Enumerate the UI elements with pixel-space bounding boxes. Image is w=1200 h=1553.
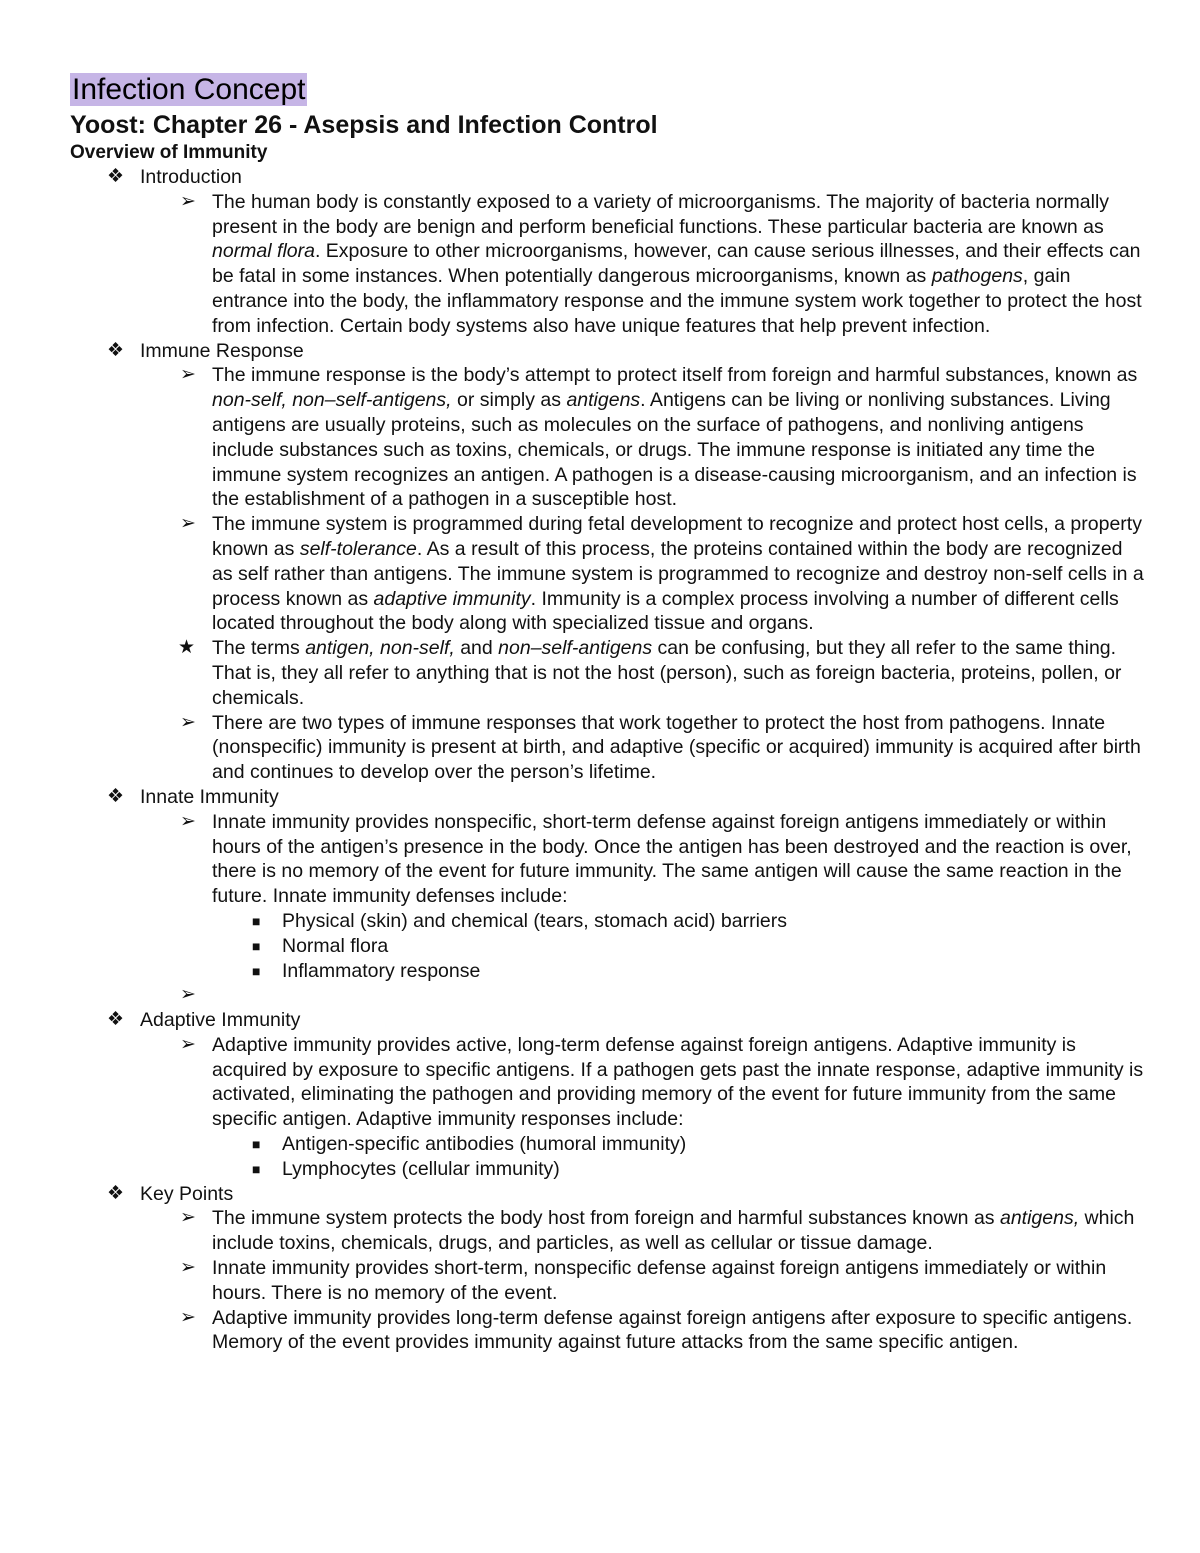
list-item-text: Normal flora — [282, 934, 389, 957]
arrow-bullet-icon: ➢ — [180, 364, 196, 386]
arrow-bullet-icon: ➢ — [180, 810, 196, 832]
immune-response-points — [70, 363, 1145, 785]
list-item — [212, 959, 1145, 984]
list-item — [140, 810, 1145, 984]
arrow-bullet-icon: ➢ — [180, 984, 196, 1006]
square-bullet-icon: ■ — [252, 962, 261, 979]
star-bullet-icon: ★ — [178, 637, 196, 659]
paragraph: Innate immunity provides short-term, nonspecific defense against foreign antigens immediately or within hours. There is no memory of the event. — [212, 1257, 1107, 1304]
innate-immunity-points — [70, 810, 1145, 1008]
arrow-bullet-icon: ➢ — [180, 1207, 196, 1229]
topic-innate-immunity — [70, 785, 1145, 1008]
document-content — [70, 72, 1145, 1355]
doc-title: Infection Concept — [72, 73, 306, 106]
arrow-bullet-icon: ➢ — [180, 513, 196, 535]
list-item — [140, 363, 1145, 512]
list-item — [140, 1306, 1145, 1356]
topic-adaptive-immunity — [70, 1008, 1145, 1182]
arrow-bullet-icon: ➢ — [180, 1033, 196, 1055]
diamond-bullet-icon: ❖ — [107, 785, 125, 807]
list-item — [140, 1256, 1145, 1306]
list-item — [212, 934, 1145, 959]
paragraph: The terms antigen, non-self, and non–self-antigens can be confusing, but they all refer to the same thing. That is, they all refer to anything that is not the host (person), such as foreign bacteria, proteins, pollen, or chemicals. — [212, 637, 1122, 709]
square-bullet-icon: ■ — [252, 937, 261, 954]
paragraph: Adaptive immunity provides active, long-term defense against foreign antigens. Adaptive immunity is acquired by exposure to specific antigens. If a pathogen gets past the innate response, adaptive immunity is activated, eliminating the pathogen and providing memory of the event for future immunity from the same specific antigen. Adaptive immunity responses include: — [212, 1033, 1144, 1131]
square-bullet-icon: ■ — [252, 1136, 261, 1153]
section-heading: Overview of Immunity — [70, 142, 268, 163]
list-item — [140, 711, 1145, 785]
diamond-bullet-icon: ❖ — [107, 339, 125, 361]
list-item — [140, 636, 1145, 710]
key-points-list — [70, 1206, 1145, 1355]
list-item — [140, 1206, 1145, 1256]
square-bullet-icon: ■ — [252, 1160, 261, 1177]
paragraph: Innate immunity provides nonspecific, short-term defense against foreign antigens immediately or within hours of the antigen’s presence in the body. Once the antigen has been destroyed and the reaction is over, there is no memory of the event for future immunity. The same antigen will cause the same reaction in the future. Innate immunity defenses include: — [212, 810, 1132, 908]
topic-heading: Introduction — [140, 166, 242, 188]
topic-heading: Adaptive Immunity — [140, 1009, 301, 1032]
topic-introduction — [70, 165, 1145, 339]
square-bullet-icon: ■ — [252, 912, 261, 929]
introduction-points — [70, 190, 1145, 339]
paragraph: The human body is constantly exposed to a variety of microorganisms. The majority of bacteria normally present in the body are benign and perform beneficial functions. These particular bacteria are known as normal flora. Exposure to other microorganisms, however, can cause serious illnesses, and their effects can be fatal in some instances. When potentially dangerous microorganisms, known as pathogens, gain entrance into the body, the inflammatory response and the immune system work together to protect the host from infection. Certain body systems also have unique features that help prevent infection. — [212, 190, 1142, 337]
list-item — [140, 1033, 1145, 1182]
empty-list-item — [140, 983, 1145, 1008]
arrow-bullet-icon: ➢ — [180, 190, 196, 212]
diamond-bullet-icon: ❖ — [107, 1009, 125, 1031]
paragraph: Adaptive immunity provides long-term defense against foreign antigens after exposure to specific antigens. Memory of the event provides immunity against future attacks from the same specific antigen. — [212, 1306, 1133, 1354]
list-item-text: Antigen-specific antibodies (humoral immunity) — [282, 1133, 687, 1156]
list-item — [212, 1132, 1145, 1157]
arrow-bullet-icon: ➢ — [180, 711, 196, 733]
paragraph: There are two types of immune responses that work together to protect the host from pathogens. Innate (nonspecific) immunity is present at birth, and adaptive (specific or acquired) immunity is acquired after birth and continues to develop over the person’s lifetime. — [212, 711, 1141, 784]
paragraph: The immune response is the body’s attempt to protect itself from foreign and harmful substances, known as non-self, non–self-antigens, or simply as antigens. Antigens can be living or nonliving substances. Living antigens are usually proteins, such as molecules on the surface of pathogens, and nonliving antigens include substances such as toxins, chemicals, or drugs. The immune response is initiated any time the immune system recognizes an antigen. A pathogen is a disease-causing microorganism, and an infection is the establishment of a pathogen in a susceptible host. — [212, 364, 1138, 511]
topic-list — [70, 165, 1145, 1355]
topic-heading: Innate Immunity — [140, 785, 279, 808]
arrow-bullet-icon: ➢ — [180, 1257, 196, 1279]
list-item — [212, 1157, 1145, 1182]
list-item-text: Lymphocytes (cellular immunity) — [282, 1157, 560, 1180]
title-line — [70, 72, 1145, 108]
diamond-bullet-icon: ❖ — [107, 166, 125, 187]
paragraph: The immune system protects the body host from foreign and harmful substances known as antigens, which include toxins, chemicals, drugs, and particles, as well as cellular or tissue damage. — [212, 1207, 1135, 1255]
list-item — [212, 909, 1145, 934]
topic-heading: Immune Response — [140, 339, 304, 362]
topic-key-points — [70, 1182, 1145, 1356]
adaptive-immunity-points — [70, 1033, 1145, 1182]
innate-defenses-list — [212, 909, 1145, 983]
list-item-text: Physical (skin) and chemical (tears, stomach acid) barriers — [282, 909, 788, 932]
list-item — [140, 512, 1145, 636]
paragraph: The immune system is programmed during fetal development to recognize and protect host cells, a property known as self-tolerance. As a result of this process, the proteins contained within the body are recognized as self rather than antigens. The immune system is programmed to recognize and destroy non-self cells in a process known as adaptive immunity. Immunity is a complex process involving a number of different cells located throughout the body along with specialized tissue and organs. — [212, 513, 1144, 635]
empty-paragraph — [212, 983, 1145, 1008]
topic-immune-response — [70, 339, 1145, 785]
adaptive-responses-list — [212, 1132, 1145, 1182]
list-item — [140, 190, 1145, 339]
doc-subtitle: Yoost: Chapter 26 - Asepsis and Infection Control — [70, 111, 658, 139]
topic-heading: Key Points — [140, 1182, 234, 1205]
list-item-text: Inflammatory response — [282, 959, 481, 982]
arrow-bullet-icon: ➢ — [180, 1306, 196, 1328]
diamond-bullet-icon: ❖ — [107, 1182, 125, 1204]
